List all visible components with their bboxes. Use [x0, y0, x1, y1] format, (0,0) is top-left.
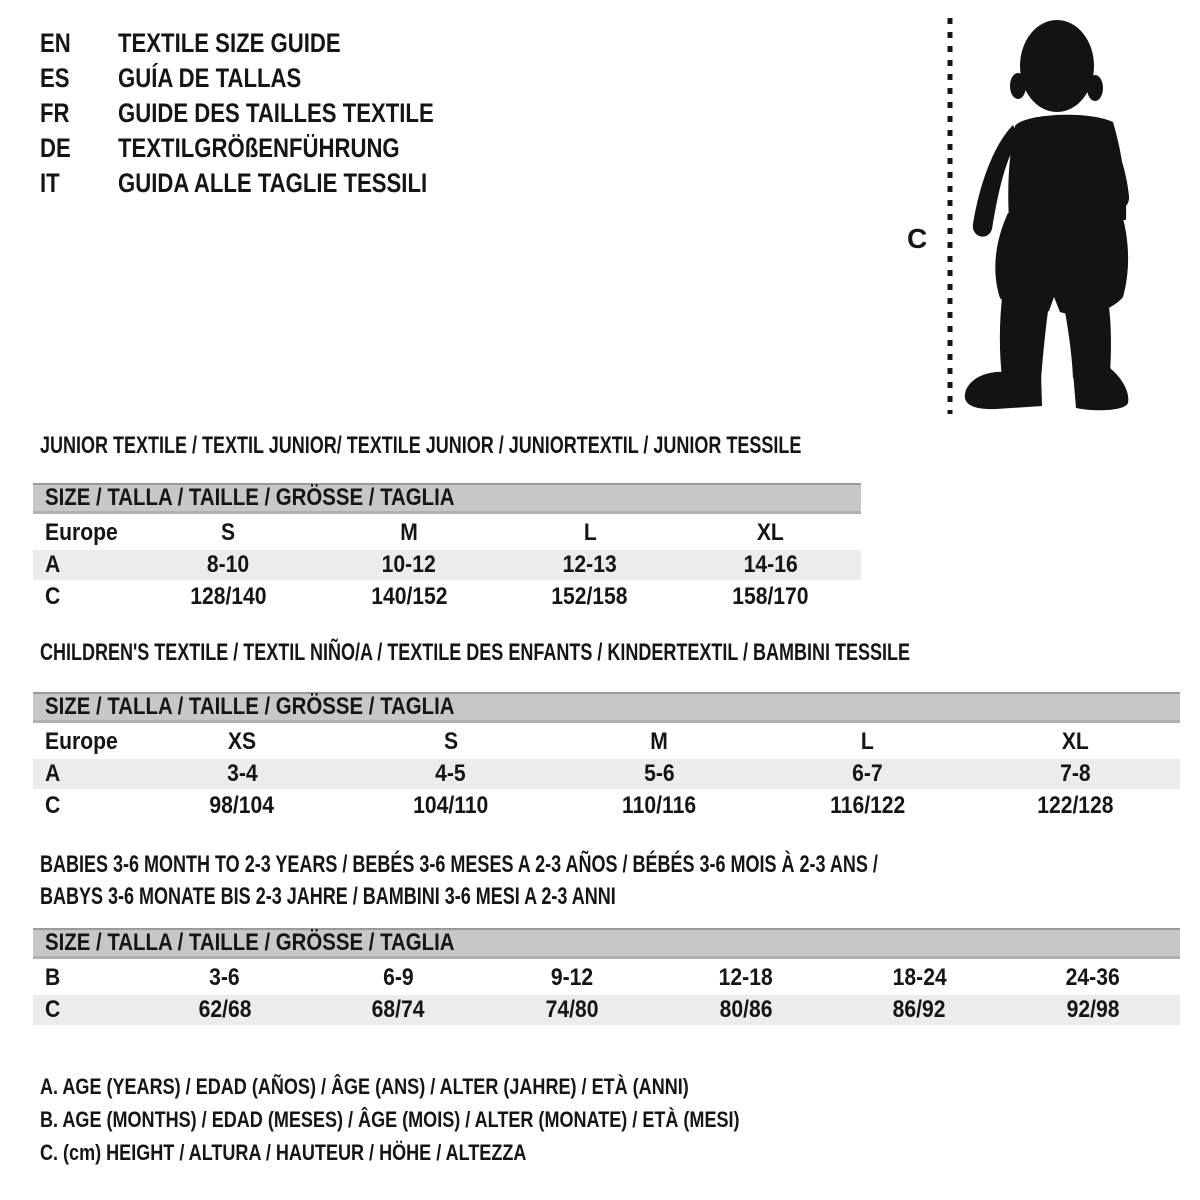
cell-text: 6-9	[383, 964, 414, 991]
cell	[555, 760, 763, 788]
section-title-line	[40, 430, 1055, 462]
cell-text: L	[860, 728, 874, 755]
children-size-table	[33, 692, 1180, 823]
table-row	[33, 582, 861, 612]
cell	[763, 760, 971, 788]
table-row	[33, 791, 1180, 821]
cell	[500, 551, 681, 579]
legend-text: A. AGE (YEARS) / EDAD (AÑOS) / ÂGE (ANS) / ALTER (JAHRE) / ETÀ (ANNI)	[40, 1073, 689, 1099]
baby-silhouette-icon	[965, 20, 1129, 410]
language-code: ES	[40, 63, 70, 93]
table-rows	[33, 518, 861, 612]
table-row	[33, 995, 1180, 1025]
cell	[972, 728, 1180, 756]
cell	[138, 964, 312, 992]
cell-text: 92/98	[1066, 996, 1120, 1023]
cell-text: 3-4	[226, 760, 258, 787]
cell-text: M	[650, 728, 668, 755]
cell	[319, 519, 500, 547]
height-figure	[895, 8, 1195, 428]
table-row	[33, 963, 1180, 993]
legend-text: C. (cm) HEIGHT / ALTURA / HAUTEUR / HÖHE / ALTEZZA	[40, 1139, 527, 1165]
row-label: B	[45, 964, 61, 991]
junior-size-table	[33, 483, 861, 614]
cell	[138, 792, 346, 820]
size-header-bar	[33, 483, 861, 514]
row-label: C	[45, 996, 61, 1023]
row-label: A	[45, 551, 61, 578]
cell-text: 68/74	[372, 996, 425, 1023]
cell-text: 5-6	[643, 760, 675, 787]
legend-line	[40, 1070, 893, 1103]
section-title-junior	[40, 430, 1055, 462]
cell-text: 14-16	[743, 551, 798, 578]
cell-text: 6-7	[852, 760, 883, 787]
cell-text: 12-13	[562, 551, 617, 578]
cell-text: 12-18	[718, 964, 773, 991]
language-row	[40, 61, 503, 96]
baby-silhouette-figure	[895, 8, 1195, 428]
cell-text: 116/122	[829, 792, 905, 819]
cell-text: XL	[1062, 728, 1090, 755]
section-title-children	[40, 637, 1200, 669]
cell-text: 104/110	[413, 792, 489, 819]
size-header-bar	[33, 692, 1180, 723]
cell-text: 10-12	[382, 551, 437, 578]
cell-text: 110/116	[621, 792, 697, 819]
cell-text: 7-8	[1060, 760, 1092, 787]
cell	[1006, 964, 1180, 992]
size-header-label: SIZE / TALLA / TAILLE / GRÖSSE / TAGLIA	[45, 693, 455, 720]
table-row	[33, 518, 861, 548]
table-row	[33, 550, 861, 580]
cell	[763, 728, 971, 756]
cell	[972, 792, 1180, 820]
cell	[659, 996, 833, 1024]
cell	[500, 519, 681, 547]
cell-text: 74/80	[545, 996, 599, 1023]
table-rows	[33, 963, 1180, 1025]
cell	[346, 728, 554, 756]
language-label: GUIDA ALLE TAGLIE TESSILI	[118, 168, 428, 198]
cell	[346, 792, 554, 820]
section-title-line	[40, 637, 1200, 669]
section-title-line	[40, 849, 1157, 881]
cell-text: 152/158	[551, 583, 629, 610]
cell-text: 80/86	[719, 996, 773, 1023]
cell	[312, 964, 486, 992]
language-label: GUIDE DES TAILLES TEXTILE	[118, 98, 434, 128]
cell-text: 18-24	[892, 964, 947, 991]
table-rows	[33, 727, 1180, 821]
cell-text: 8-10	[207, 551, 250, 578]
row-label: C	[45, 792, 61, 819]
cell	[833, 996, 1007, 1024]
row-label: Europe	[45, 519, 118, 546]
cell	[485, 996, 659, 1024]
cell-text: XS	[228, 728, 257, 755]
cell	[500, 583, 681, 611]
language-label: TEXTILGRÖßENFÜHRUNG	[118, 133, 400, 163]
table-row	[33, 727, 1180, 757]
section-title-text: JUNIOR TEXTILE / TEXTIL JUNIOR/ TEXTILE JUNIOR / JUNIORTEXTIL / JUNIOR TESSILE	[40, 432, 802, 459]
language-row	[40, 131, 503, 166]
cell	[659, 964, 833, 992]
cell-text: 4-5	[435, 760, 466, 787]
size-header-bar	[33, 928, 1180, 959]
cell-text: 140/152	[370, 583, 448, 610]
size-header-label: SIZE / TALLA / TAILLE / GRÖSSE / TAGLIA	[45, 484, 455, 511]
cell	[138, 551, 319, 579]
language-code: IT	[40, 168, 60, 198]
section-title-text: CHILDREN'S TEXTILE / TEXTIL NIÑO/A / TEXTILE DES ENFANTS / KINDERTEXTIL / BAMBINI TESSILE	[40, 639, 911, 666]
cell-text: 9-12	[551, 964, 594, 991]
cell	[1006, 996, 1180, 1024]
language-row	[40, 166, 503, 201]
cell-text: 122/128	[1037, 792, 1114, 819]
cell-text: M	[400, 519, 418, 546]
cell	[138, 996, 312, 1024]
cell-text: 3-6	[209, 964, 241, 991]
cell	[138, 519, 319, 547]
legend-text: B. AGE (MONTHS) / EDAD (MESES) / ÂGE (MOIS) / ALTER (MONATE) / ETÀ (MESI)	[40, 1106, 740, 1132]
cell-text: 86/92	[893, 996, 946, 1023]
section-title-line	[40, 881, 1157, 913]
babies-size-table	[33, 928, 1180, 1027]
cell-text: 62/68	[198, 996, 252, 1023]
cell-text: 128/140	[190, 583, 267, 610]
row-label: A	[45, 760, 61, 787]
language-row	[40, 26, 503, 61]
cell	[138, 583, 319, 611]
language-row	[40, 96, 503, 131]
section-title-text: BABIES 3-6 MONTH TO 2-3 YEARS / BEBÉS 3-6 MESES A 2-3 AÑOS / BÉBÉS 3-6 MOIS À 2-3 ANS /	[40, 851, 878, 878]
section-title-text: BABYS 3-6 MONATE BIS 2-3 JAHRE / BAMBINI 3-6 MESI A 2-3 ANNI	[40, 883, 616, 910]
legend-line	[40, 1136, 893, 1169]
cell	[680, 551, 861, 579]
cell-text: 158/170	[732, 583, 809, 610]
section-title-babies	[40, 849, 1157, 913]
cell-text: S	[443, 728, 458, 755]
cell	[319, 551, 500, 579]
cell-text: 98/104	[209, 792, 275, 819]
cell	[680, 519, 861, 547]
row-label: Europe	[45, 728, 118, 755]
language-code: EN	[40, 28, 71, 58]
language-list	[40, 26, 503, 201]
cell	[138, 728, 346, 756]
cell	[555, 792, 763, 820]
cell	[312, 996, 486, 1024]
row-label: C	[45, 583, 61, 610]
cell	[680, 583, 861, 611]
cell-text: 24-36	[1066, 964, 1121, 991]
cell-text: XL	[757, 519, 785, 546]
cell	[346, 760, 554, 788]
language-label: GUÍA DE TALLAS	[118, 63, 302, 93]
figure-label: C	[907, 223, 928, 254]
cell	[972, 760, 1180, 788]
cell	[763, 792, 971, 820]
cell	[485, 964, 659, 992]
language-label: TEXTILE SIZE GUIDE	[118, 28, 341, 58]
legend	[40, 1070, 893, 1169]
cell	[138, 760, 346, 788]
size-header-label: SIZE / TALLA / TAILLE / GRÖSSE / TAGLIA	[45, 929, 455, 956]
cell	[319, 583, 500, 611]
language-code: FR	[40, 98, 70, 128]
cell-text: L	[583, 519, 597, 546]
cell-text: S	[221, 519, 236, 546]
cell	[555, 728, 763, 756]
cell	[833, 964, 1007, 992]
table-row	[33, 759, 1180, 789]
legend-line	[40, 1103, 893, 1136]
language-code: DE	[40, 133, 71, 163]
